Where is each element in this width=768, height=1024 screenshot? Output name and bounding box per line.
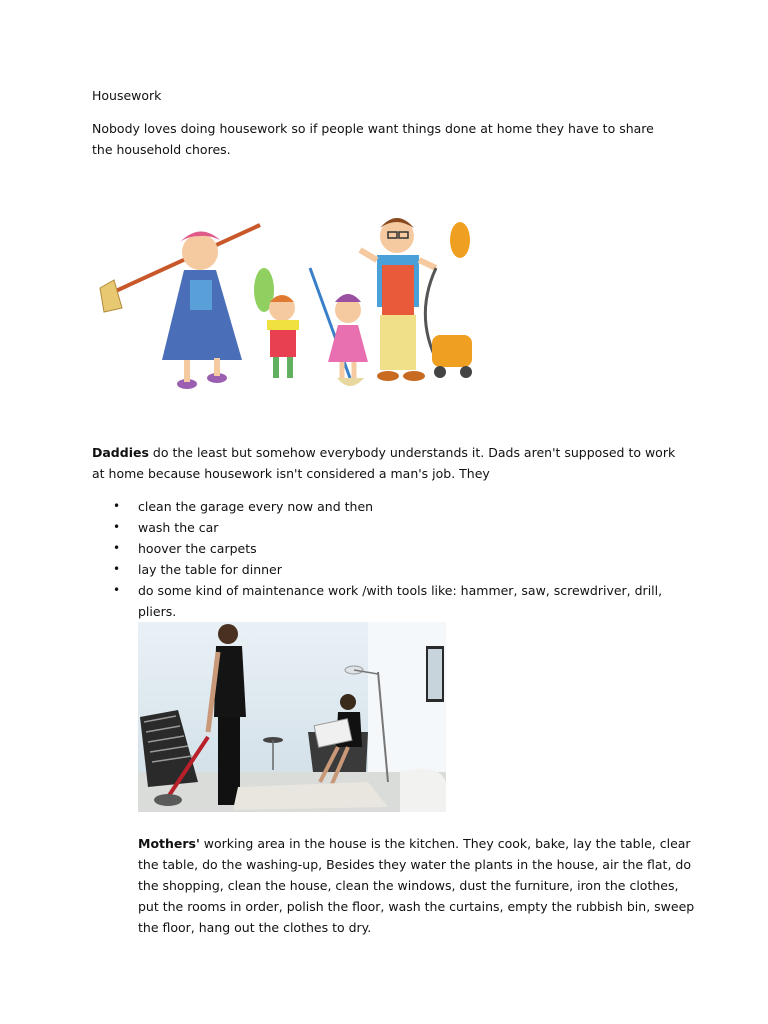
list-item-text: lay the table for dinner	[138, 562, 282, 577]
document-title: Housework	[92, 88, 162, 103]
daddies-paragraph	[92, 442, 682, 484]
bullet-icon: •	[113, 583, 121, 597]
couple-living-room-photo	[138, 622, 446, 812]
family-cleaning-illustration	[92, 180, 482, 405]
list-item	[92, 580, 692, 622]
bullet-icon: •	[113, 499, 121, 513]
dad-chores-list	[92, 496, 692, 622]
list-item-text: do some kind of maintenance work /with tools like: hammer, saw, screwdriver, drill, pliers.	[138, 583, 663, 619]
intro-paragraph: Nobody loves doing housework so if people want things done at home they have to share the household chores.	[92, 121, 654, 157]
bullet-icon: •	[113, 541, 121, 555]
bullet-icon: •	[113, 520, 121, 534]
list-item-text: hoover the carpets	[138, 541, 257, 556]
list-item-text: clean the garage every now and then	[138, 499, 374, 514]
mothers-lead: Mothers'	[138, 836, 200, 851]
daddies-text: do the least but somehow everybody understands it. Dads aren't supposed to work at home because housework isn't considered a man's job. They	[92, 445, 676, 481]
list-item	[92, 496, 692, 517]
daddies-lead: Daddies	[92, 445, 149, 460]
mothers-paragraph	[138, 833, 698, 938]
list-item	[92, 517, 692, 538]
list-item	[92, 538, 692, 559]
mothers-text: working area in the house is the kitchen. They cook, bake, lay the table, clear the table, do the washing-up, Besides they water the plants in the house, air the flat, do the shopping, clean the house, clean the windows, dust the furniture, iron the clothes, put the rooms in order, polish the floor, wash the curtains, empty the rubbish bin, sweep the floor, hang out the clothes to dry.	[138, 836, 695, 935]
bullet-icon: •	[113, 562, 121, 576]
list-item-text: wash the car	[138, 520, 219, 535]
list-item	[92, 559, 692, 580]
